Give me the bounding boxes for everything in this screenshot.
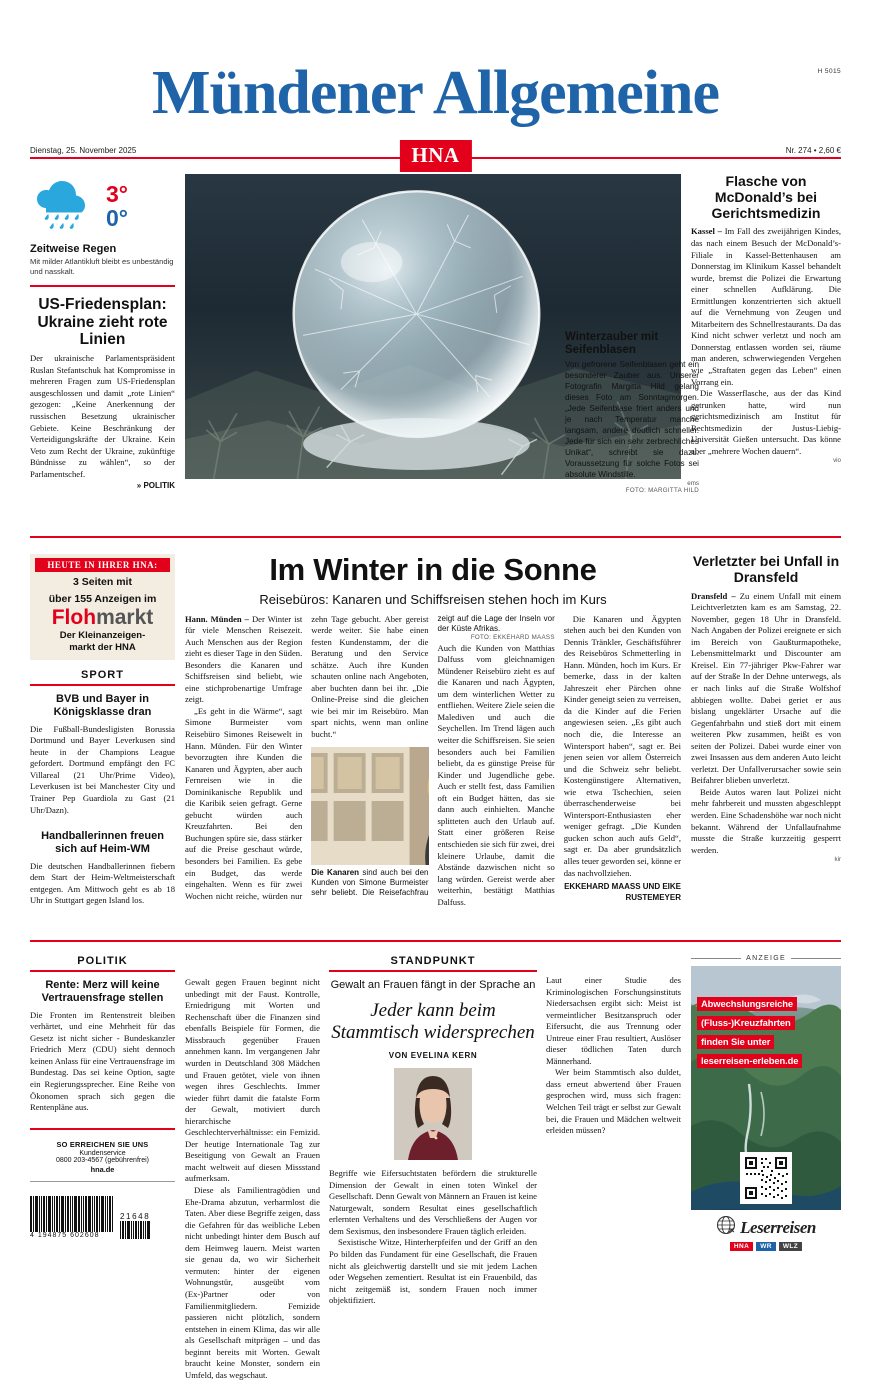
- standpunkt-bridge-column: [185, 955, 320, 1381]
- leserreisen-ad[interactable]: [691, 966, 841, 1256]
- ad-line-1: Abwechslungsreiche: [697, 997, 797, 1011]
- standpunkt-col-3: Laut einer Studie des Kriminologischen Forschungsinstituts Niedersachsen ergibt sich: Meist ist vermeintlicher Besitzanspruch oder Eifersucht, die aus Trennung oder Untreue einer Frau resultiert, Auslöser dieser tödlichen Taten durch Männerhand.: [546, 975, 681, 1066]
- top-zone: [30, 174, 841, 490]
- bubble-caption-block: [565, 331, 699, 494]
- chip-wr: WR: [756, 1242, 776, 1251]
- mcdonalds-headline[interactable]: Flasche von McDonald’s bei Gerichtsmedizin: [711, 173, 821, 221]
- masthead-title: Mündener Allgemeine: [151, 59, 720, 127]
- standpunkt-section: [185, 955, 681, 1381]
- ad-line-4[interactable]: leserreisen-erleben.de: [697, 1054, 802, 1068]
- lead-body-columns: [185, 614, 681, 909]
- lead-para-1-text: Der Winter ist für viele Menschen Reisezeit. Auch Menschen aus der Region zieht es dieser Tage in den Süden. Besonders die Kanaren und Schiffsreisen sind beliebt, wie eine stichprobenartige Umfrage zeigt.: [185, 613, 303, 705]
- mcdonalds-body-2: Die Wasserflasche, aus der das Kind getrunken hatte, wird nun gerichtsmedizinisch am Institut für Rechtsmedizin der Justus-Liebig-Universität Gießen untersucht. Das könne aber „mehrere Wochen dauern“.: [691, 388, 841, 456]
- weather-widget[interactable]: [30, 174, 175, 241]
- lead-photo-caption-rest: sind auch bei den Kunden von Simone Burmeister sehr beliebt. Die Reisefachfrau zeigt auf die Lage der Inseln vor der Küste Afrikas.: [311, 613, 555, 898]
- politik-section-label[interactable]: POLITIK: [77, 955, 128, 967]
- dransfeld-headline[interactable]: Verletzter bei Unfall in Dransfeld: [692, 553, 840, 585]
- barcode-number: 4 194875 602608: [30, 1231, 100, 1239]
- weather-title: Zeitweise Regen: [30, 243, 117, 255]
- standpunkt-byline: VON EVELINA KERN: [388, 1051, 478, 1061]
- ukraine-section-ref[interactable]: » POLITIK: [136, 481, 175, 491]
- travel-agency-photo: [311, 747, 428, 865]
- dransfeld-body-1: Zu einem Unfall mit einem Leichtverletzten kam es am Samstag, 22. November, gegen 18 Uhr in Dransfeld. Nach Angaben der Polizei ereignete er sich im Bereich von Gaußturmapotheke, Lebensmittelmarkt und Discounter am Kreisel. Ein 77-jähriger Pkw-Fahrer war auf der Straße In der Dehne unterwegs, als er nach links auf die Straße Wolfshof abbiegen wollte. Dabei geriet er aus bislang ungeklärter Ursache auf die Gegenfahrbahn und stieß dort mit einem weiteren Pkw zusammen, heißt es von seiten der Polizei. Dabei wurde einer von zwei Insassen aus dem anderen Auto leicht verletzt. Der Unfallverursacher sowie sein Beifahrer blieben unverletzt.: [691, 590, 842, 786]
- temp-high: 3°: [106, 181, 128, 207]
- dateline-bar: [30, 136, 841, 166]
- standpunkt-col-2-p1: Begriffe wie Eifersuchtstaten befördern die strukturelle Dimension der Gewalt in einen toten Winkel der Gesellschaft. Denn Gewalt von Männern an Frauen ist keine Naturgewalt, sondern Resultat eines gesellschaftlich erlernten Verhaltens und des Verschließens der Augen vor dem Sexismus, den insbesondere Frauen täglich erleiden.: [329, 1168, 537, 1236]
- flohmarkt-promo[interactable]: [30, 554, 175, 660]
- politik-column: [30, 955, 175, 1381]
- author-portrait: [394, 1068, 472, 1160]
- temperature-block: [106, 178, 128, 230]
- lead-para-3: Auch die Kunden von Matthias Dalfuss vom gleichnamigen Mündener Reisebüro zieht es auf die Kanaren und nach Ägypten, um dem winterlichen Wetter zu entfliehen. Weitere Ziele seien die Malediven und auch die Seychellen. Im Trend lägen auch weiter die Schiffsreisen. Sie seien besonders auch bei Familien beliebt, da es günstige Preise für Kinder und Jugendliche gebe. Auch er stellt fest, dass Familien oft ein Budget hätten, das sie dann auch einhielten. Manche splitteten auch den Urlaub auf. Statt einer größeren Reise entschieden sie sich für zwei, drei kleinere Urlaube, damit die Abstände dazwischen nicht so lang würden. Gereist werde aber weiterhin, bestätigt Matthias Dalfuss.: [437, 642, 555, 907]
- mcdonalds-dateline: Kassel –: [691, 226, 722, 237]
- publication-date: Dienstag, 25. November 2025: [30, 146, 137, 155]
- left-column-top: [30, 174, 175, 490]
- rain-cloud-icon: [30, 178, 100, 241]
- bottom-zone: [30, 955, 841, 1381]
- contact-phone[interactable]: 0800 203-4567 (gebührenfrei): [55, 1156, 149, 1164]
- standpunkt-col-1b: Diese als Familientragödien und Ehe-Drama abzutun, verharmlost die Taten. Aber diese Begriffe zeigen, dass die Gefahren für das weibliche Leben nicht unbedingt hinter dem Busch auf dem Heimweg lauern. Meist warten sie genau da, wo wir Sicherheit vermuten: hinter der eigenen Wohnungstür, ausgeübt vom (Ex-)Partner oder von Familienmitgliedern. Femizide passieren nicht plötzlich, sondern entstehen in einem Klima, das wir alle als Gesellschaft mitprägen – und das beginnt bereits mit Worten. Gewalt braucht keine Monster, sondern ein Umfeld, das wegschaut.: [185, 1185, 320, 1380]
- weather-description: Mit milder Atlantikluft bleibt es unbeständig und nasskalt.: [30, 257, 174, 277]
- mcdonalds-body-1: Im Fall des zweijährigen Kindes, das nach einem Besuch der McDonald’s-Filiale in Kassel-Bettenhausen am Donnerstag im Klinikum Kassel behandelt wurde, bremst die Polizei die Erwartung einer schnellen Aufklärung. Die Ermittlungen konzentrierten sich aktuell auf die Vernehmung von Zeugen und Mitarbeitern des Schnellrestaurants. Da das Kind nicht schwer verletzt und noch am Donnerstag entlassen worden sei, räume man anderen, schwerwiegenden Vergehen wie „Straftaten gegen das Leben“ einen Vorrang ein.: [691, 226, 841, 387]
- lead-headline[interactable]: Im Winter in die Sonne: [269, 552, 597, 587]
- sport-item-1-headline[interactable]: BVB und Bayer in Königsklasse dran: [53, 693, 152, 718]
- barcode-area: [30, 1196, 175, 1239]
- politik-body: Die Fronten im Rentenstreit bleiben verhärtet, und eine Mehrheit für das Gesetz ist nicht sicher - Bundeskanzler Friedrich Merz (CDU) sieht dennoch keinen Anlass für eine Vertrauensfrage im Bundestag. Das sei keine Option, sagte ein Regierungssprecher. Eine Reihe von Ökonomen sprach sich gegen die Rentenpläne aus.: [30, 1009, 175, 1113]
- divider-sport: [30, 684, 175, 686]
- divider-red: [30, 285, 175, 287]
- divider-politik: [30, 970, 175, 972]
- anzeige-label-row: [691, 955, 841, 962]
- anzeige-rule-right: [791, 958, 841, 959]
- partner-chips: [730, 1242, 802, 1251]
- flohmarkt-wordmark: [35, 606, 170, 629]
- right-rail-lead: [691, 554, 841, 908]
- standpunkt-col-2-p2: Sexistische Witze, Hinterherpfeifen und der Griff an den Po bilden das Fundament für eine Gesellschaft, die Frauen nicht als gleichwertig darstellt und sie mit jedem Lachen oder Wegsehen zementiert. Resultat ist ein Frauenbild, das nicht zeitgemäß ist, sondern Frauen noch immer objektifiziert.: [329, 1237, 537, 1306]
- lead-zone: [30, 554, 841, 908]
- bubble-caption-body: Von gefrorene Seifenblasen geht ein besonderer Zauber aus. Unserer Fotografin Margitta Hild gelang dieses Foto am Sonntagmorgen. „Jede Seifenblase friert anders und je nach Temperatur manche langsam, andere deutlich schneller. Jede für sich ein sehr zerbrechliches Unikat“, schreibt sie dazu. Voraussetzung für solche Fotos sei absolute Windstille.: [565, 360, 699, 479]
- mcdonalds-sig: vio: [833, 457, 841, 465]
- lead-story: [185, 554, 681, 908]
- promo-line-3: Der Kleinanzeigen-: [59, 630, 146, 642]
- mcdonalds-body: [691, 226, 841, 457]
- politik-headline[interactable]: Rente: Merz will keine Vertrauensfrage stellen: [41, 979, 164, 1004]
- globe-icon: [716, 1215, 736, 1240]
- promo-line-2: über 155 Anzeigen im: [48, 592, 157, 605]
- ukraine-body: Der ukrainische Parlamentspräsident Ruslan Stefantschuk hat Kompromisse in mehreren Fragen zum US-Friedensplan ausgeschlossen und damit „rote Linien“ gezogen: „Keine Anerkennung der russischen Besetzung ukrainischer Gebiete. Keine Beschränkung der Verteidigungskräfte der Ukraine. Kein Veto zum Recht der Ukraine, zukünftige Bündnisse zu wählen“, so der Parlamentschef.: [30, 353, 175, 479]
- ean-barcode: [30, 1196, 114, 1232]
- hna-logo[interactable]: HNA: [399, 140, 471, 172]
- bubble-caption-sig: ems: [687, 480, 699, 488]
- addon-barcode: [120, 1221, 151, 1239]
- standpunkt-col-3b: Wer beim Stammtisch also duldet, dass erneut abwertend über Frauen gesprochen wird, muss sich fragen: Welchen Teil trägt er selbst zur Gewalt bei, die Frauen und Mädchen weltweit erleiden müssen?: [546, 1067, 681, 1136]
- sport-item-1-body: Die Fußball-Bundesligisten Borussia Dortmund und Bayer Leverkusen sind heute in der Champions League gefordert. Dortmund empfängt den FC Villareal (21 Uhr/Prime Video), Leverkusen ist bei Manchester City und Trainer Pep Guardiola zu Gast (21 Uhr/Dazn).: [30, 723, 175, 815]
- ad-line-2: (Fluss-)Kreuzfahrten: [697, 1016, 795, 1030]
- standpunkt-label[interactable]: STANDPUNKT: [390, 955, 476, 967]
- edition-code: H 5015: [817, 68, 841, 75]
- bubble-photo-credit: FOTO: MARGITTA HILD: [625, 487, 699, 495]
- lead-photo-caption-lead: Die Kanaren: [311, 867, 360, 877]
- dransfeld-body: [691, 591, 841, 857]
- divider-red-bottom: [30, 940, 841, 942]
- ad-line-3: finden Sie unter: [697, 1035, 774, 1049]
- promo-line-4: markt der HNA: [69, 641, 136, 653]
- right-column-top: [691, 174, 841, 490]
- dransfeld-dateline: Dransfeld –: [691, 590, 736, 601]
- qr-code[interactable]: [740, 1152, 792, 1204]
- divider-standpunkt: [329, 970, 537, 972]
- temp-low: 0°: [106, 205, 128, 232]
- standpunkt-right-column: [546, 955, 681, 1381]
- contact-title: SO ERREICHEN SIE UNS: [56, 1139, 149, 1149]
- standpunkt-lead: Gewalt an Frauen fängt in der Sprache an: [330, 979, 536, 992]
- standpunkt-col-1: Gewalt gegen Frauen beginnt nicht unbedingt mit der Faust. Kontrolle, Erniedrigung mit Worten und Rechenschaft über die Finanzen sind ebenfalls Beispiele für Formen, die Missbrauch gegenüber Frauen annehmen kann. Im vergangenen Jahr wurden in Deutschland 308 Mädchen und Frauen getötet, viele von ihnen wegen ihres Geschlechts. Immer wieder führt damit die fatalste Form der Gewalt, motiviert durch hierarchische Geschlechterverhältnisse: ein Femizid. Der heutige Internationale Tag zur Beseitigung von Gewalt an Frauen macht weltweit auf diesen Missstand aufmerksam.: [185, 977, 320, 1184]
- contact-line-1: Kundenservice: [79, 1149, 126, 1157]
- contact-block: [30, 1140, 175, 1174]
- sport-item-2-body: Die deutschen Handballerinnen fiebern dem Start der Heim-Weltmeisterschaft entgegen. Am Mittwoch geht es ab 18 Uhr in Stuttgart gegen Island los.: [30, 860, 175, 906]
- bubble-caption-headline: Winterzauber mit Seifenblasen: [565, 331, 659, 357]
- lead-para-1: [185, 614, 302, 706]
- lead-para-2: „Es geht in die Wärme“, sagt Simone Burmeister vom Reisebüro Simones Reisewelt in Hann. Münden. Für den Winter bevorzugten ihre Kunden die Kanaren und Ägypten, aber auch Fernreisen wie in die Dominikanische Republik und die Karibik seien gefragt. Gerne gebucht würden auch Kreuzfahrten. Bei den Buchungen spüre sie, dass stärker auf die Preise geschaut würde, besonders bei Familien. Es gebe ein Budget, das werde eingehalten. Wenn es für zwei Wochen nicht reiche, würden nur zehn Tage gebucht. Aber gereist werde weiter. Sie habe einen festen Kundenstamm, der die Beratung und den Service schätze. Auch ihre Kunden schauten online nach Angeboten, aber buchten dann bei ihr. „Die Online-Preise sind die gleichen wie bei mir im Reisebüro. Man spart nichts, wenn man online bucht.“: [185, 613, 429, 901]
- issue-price: Nr. 274 • 2,60 €: [785, 146, 841, 155]
- anzeige-label: ANZEIGE: [746, 955, 786, 962]
- lead-subhead: Reisebüros: Kanaren und Schiffsreisen stehen hoch im Kurs: [259, 591, 607, 607]
- promo-bar-label: HEUTE IN IHRER HNA:: [35, 558, 170, 572]
- masthead: [30, 0, 841, 127]
- dransfeld-sig: kir: [834, 856, 841, 864]
- leserreisen-wordmark: Leserreisen: [740, 1217, 816, 1237]
- leserreisen-footer: [691, 1210, 841, 1256]
- ukraine-headline[interactable]: US-Friedensplan: Ukraine zieht rote Linien: [37, 296, 168, 348]
- contact-website[interactable]: hna.de: [90, 1164, 115, 1174]
- lead-byline: EKKEHARD MAASS UND EIKE RUSTEMEYER: [564, 882, 681, 902]
- chip-wlz: WLZ: [779, 1242, 802, 1251]
- left-rail: [30, 554, 175, 908]
- sport-section-label[interactable]: SPORT: [81, 669, 124, 682]
- dransfeld-body-2: Beide Autos waren laut Polizei nicht mehr fahrbereit und mussten abgeschleppt werden. Eine Schadenshöhe war noch nicht bekannt. Während der Unfallaufnahme musste die Straße kurzzeitig gesperrt werden.: [691, 786, 841, 855]
- lead-para-4: Die Kanaren und Ägypten stehen auch bei den Kunden von Dennis Tränkler, Geschäftsführer des Reisebüros Schmetterling in Hann. Münden, hoch im Kurs. Er bemerke, dass in der kalten Jahreszeit eher Pärchen ohne Kinder geneigt seien zu verreisen, da die Kinder auf die Ferien angewiesen seien. „Es gibt auch noch die, die Interesse an Wintersport haben“, sagt er. Bei jenen seien vor allem Österreich und die Schweiz sehr beliebt. Kostengünstigere Alternativen, wie etwa Tschechien, seien überraschenderweise bei Wintersport-Enthusiasten eher weniger gefragt. „Die Kunden gucken schon auch aufs Geld“, sagt er. Da aber grundsätzlich alles teuer geworden sei, könne er das nachvollziehen.: [563, 613, 681, 878]
- lead-dateline: Hann. Münden –: [185, 613, 249, 624]
- barcode-side-number: 21648: [120, 1211, 151, 1221]
- advertisement-column: [691, 955, 841, 1381]
- standpunkt-main: [329, 955, 537, 1381]
- standpunkt-col-2: [329, 1168, 537, 1307]
- ad-headline-lines: [697, 994, 802, 1070]
- sport-item-2-headline[interactable]: Handballerinnen freuen sich auf Heim-WM: [41, 830, 164, 855]
- divider-contact-bottom: [30, 1181, 175, 1182]
- divider-red-main: [30, 536, 841, 538]
- promo-line-1: 3 Seiten mit: [73, 576, 132, 588]
- flohmarkt-word-red: Floh: [51, 606, 97, 630]
- flohmarkt-word-grey: markt: [96, 606, 154, 630]
- lead-photo-credit: FOTO: EKKEHARD MAASS: [470, 634, 555, 642]
- standpunkt-headline[interactable]: Jeder kann beim Stammtisch widersprechen: [331, 999, 535, 1044]
- anzeige-rule-left: [691, 958, 741, 959]
- chip-hna: HNA: [730, 1242, 753, 1251]
- divider-contact: [30, 1128, 175, 1130]
